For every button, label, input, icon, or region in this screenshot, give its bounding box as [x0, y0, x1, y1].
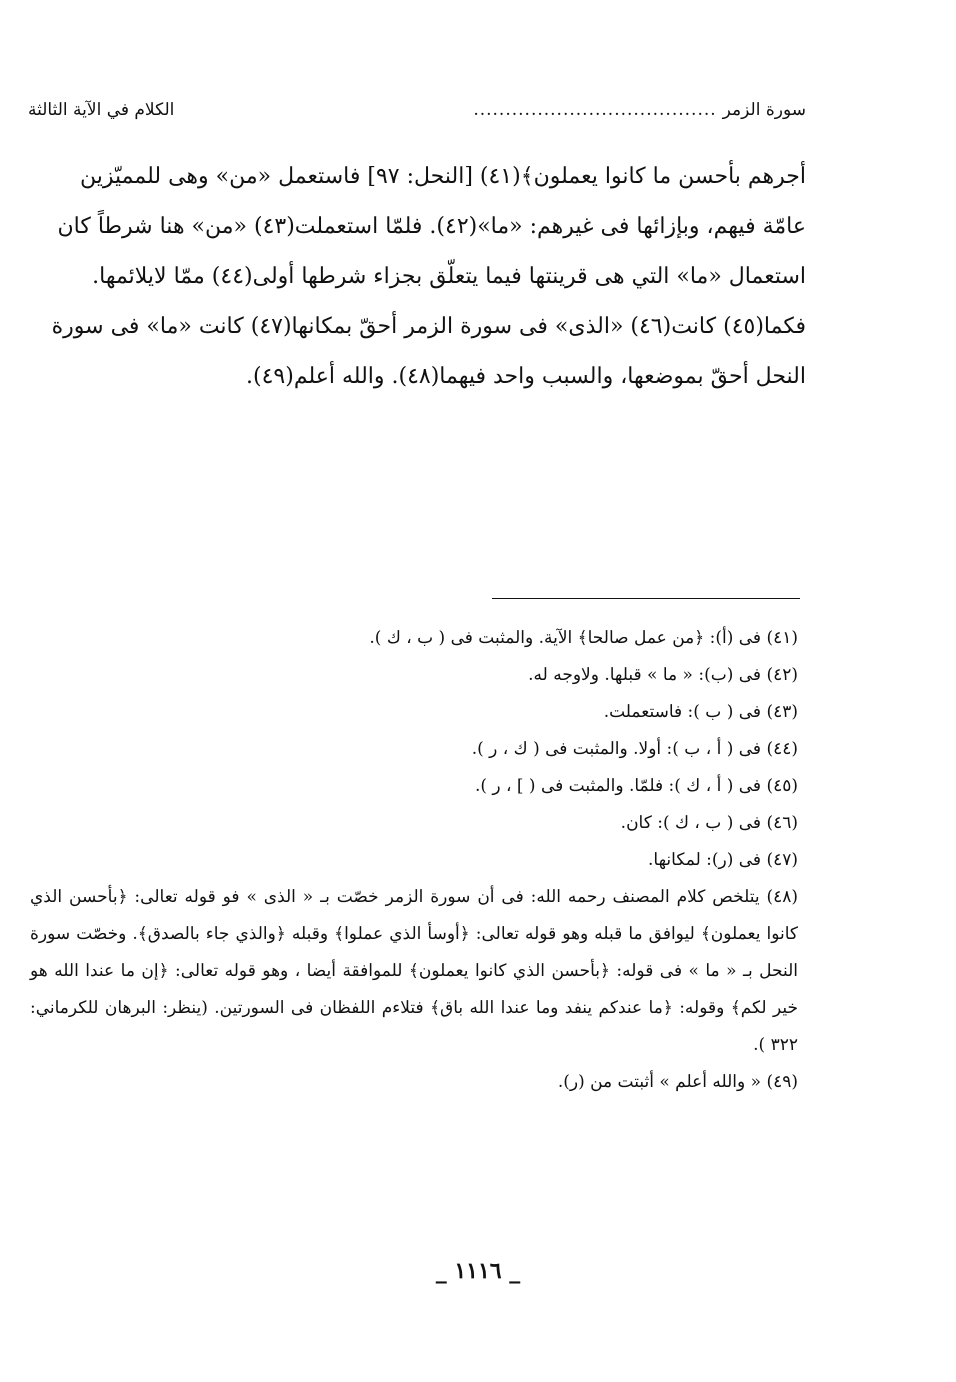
footnote-42: (٤٢) فى (ب): « ما » قبلها. ولاوجه له. — [528, 665, 798, 685]
footnote-46: (٤٦) فى ( ب ، ك ): كان. — [620, 813, 798, 833]
body-line: عامّة فيهم، وبإزائها فى غيرهم: «ما»(٤٢). فلمّا استعملت(٤٣) «من» هنا شرطاً كان — [57, 214, 806, 239]
body-line: فكما(٤٥) كانت(٤٦) «الذى» فى سورة الزمر أحقّ بمكانها(٤٧) كانت «ما» فى سورة — [51, 314, 806, 339]
main-text — [28, 152, 806, 402]
body-line: أجرهم بأحسن ما كانوا يعملون﴾(٤١) [النحل: ٩٧] فاستعمل «من» وهى للمميّزين — [80, 164, 806, 189]
footnote-43: (٤٣) فى ( ب ): فاستعملت. — [603, 702, 798, 722]
footnote-44: (٤٤) فى ( أ ، ب ): أولا. والمثبت فى ( ك ، ر ). — [471, 739, 798, 759]
footnote-separator — [492, 598, 800, 599]
header-surah: سورة الزمر — [722, 100, 806, 120]
body-line: النحل أحقّ بموضعها، والسبب واحد فيهما(٤٨). والله أعلم(٤٩). — [246, 364, 806, 389]
footnote-47: (٤٧) فى (ر): لمكانها. — [648, 850, 798, 870]
header-dots: ...................................... — [473, 100, 717, 120]
footnote-45: (٤٥) فى ( أ ، ك ): فلمّا. والمثبت فى ( ] ، ر ). — [474, 776, 798, 796]
footnote-49: (٤٩) « والله أعلم » أثبتت من (ر). — [557, 1072, 798, 1092]
running-header — [28, 100, 806, 120]
header-section: الكلام في الآية الثالثة — [28, 100, 175, 120]
footnote-48: (٤٨) يتلخص كلام المصنف رحمه الله: فى أن سورة الزمر خصّت بـ « الذى » فو قوله تعالى: ﴿بأحسن الذي كانوا يعملون﴾ ليوافق ما قبله وهو قوله تعالى: ﴿أوسأ الذي عملوا﴾ وقبله ﴿والذي جاء بالصدق﴾. وخصّت سورة النحل بـ « ما » فى قوله: ﴿بأحسن الذي كانوا يعملون﴾ للموافقة أيضا ، وهو قوله تعالى: ﴿إن ما عندا الله هو خير لكم﴾ وقوله: ﴿ما عندكم ينفد وما عندا الله باق﴾ فتلاءم اللفظان فى السورتين. (ينظر: البرهان للكرماني: ٣٢٢ ). — [30, 887, 798, 1055]
page-number: _ ١١١٦ _ — [435, 1258, 521, 1284]
body-line: استعمال «ما» التي هى قرينتها فيما يتعلّق بجزاء شرطها أولى(٤٤) ممّا لايلائمها. — [92, 264, 806, 289]
footnote-41: (٤١) فى (أ): ﴿من عمل صالحا﴾ الآية. والمثبت فى ( ب ، ك ). — [369, 628, 798, 648]
footnotes — [30, 620, 798, 1101]
